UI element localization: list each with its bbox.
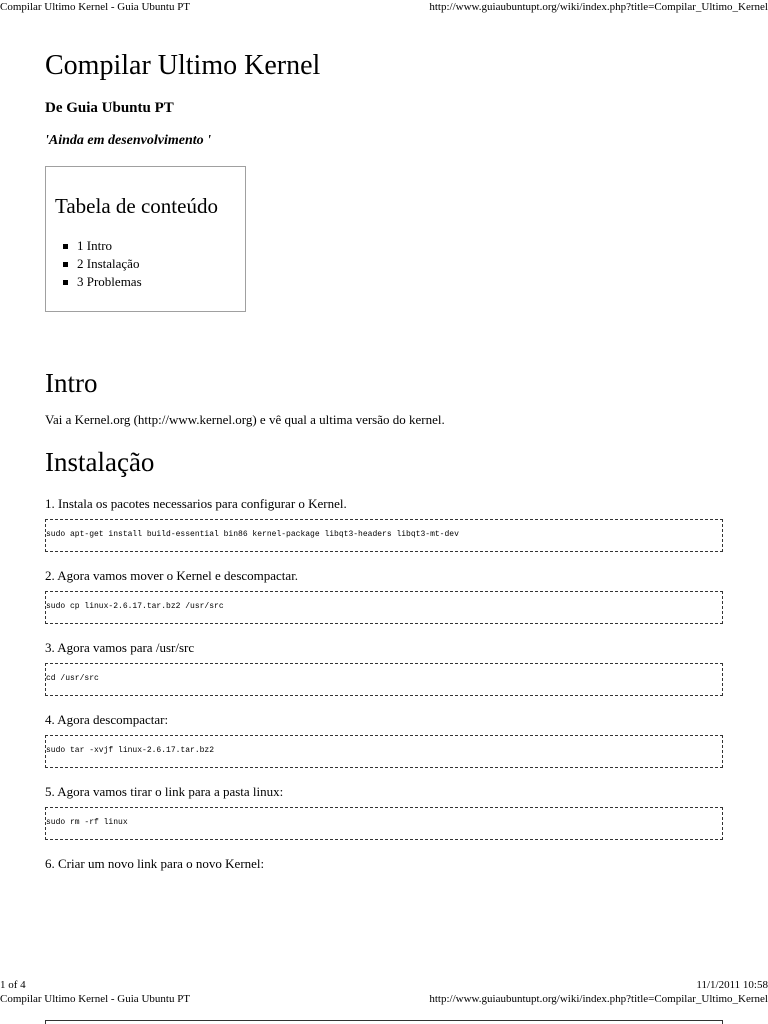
article-content [45, 46, 723, 873]
step-text: 4. Agora descompactar: [45, 712, 169, 727]
section-heading-intro: Intro [45, 368, 98, 398]
print-footer [0, 978, 768, 992]
step-text: 5. Agora vamos tirar o link para a pasta linux: [45, 784, 284, 799]
development-note: 'Ainda em desenvolvimento ' [45, 133, 212, 148]
step-text: 6. Criar um novo link para o novo Kernel: [45, 856, 265, 871]
code-block: sudo apt-get install build-essential bin86 kernel-package libqt3-headers libqt3-mt-dev [45, 519, 723, 552]
page-subtitle: De Guia Ubuntu PT [45, 100, 174, 116]
toc-item [77, 237, 245, 255]
toc-link-problemas[interactable]: 3 Problemas [77, 274, 142, 289]
next-page-print-header [0, 992, 768, 1006]
code-block: sudo tar -xvjf linux-2.6.17.tar.bz2 [45, 735, 723, 768]
code-block: sudo cp linux-2.6.17.tar.bz2 /usr/src [45, 591, 723, 624]
toc-item [77, 255, 245, 273]
print-header-url: http://www.guiaubuntupt.org/wiki/index.php?title=Compilar_Ultimo_Kernel [429, 993, 768, 1005]
table-of-contents [45, 166, 246, 312]
code-block: cd /usr/src [45, 663, 723, 696]
step-text: 3. Agora vamos para /usr/src [45, 640, 195, 655]
toc-list [55, 237, 245, 291]
print-header [0, 0, 768, 14]
intro-text: Vai a Kernel.org (http://www.kernel.org) e vê qual a ultima versão do kernel. [45, 412, 445, 427]
page-number: 1 of 4 [0, 979, 26, 991]
print-header-title: Compilar Ultimo Kernel - Guia Ubuntu PT [0, 993, 191, 1005]
toc-link-intro[interactable]: 1 Intro [77, 238, 113, 253]
code-block: sudo rm -rf linux [45, 807, 723, 840]
print-header-url: http://www.guiaubuntupt.org/wiki/index.php?title=Compilar_Ultimo_Kernel [429, 1, 768, 13]
next-page-code-block [45, 1020, 723, 1024]
step-text: 1. Instala os pacotes necessarios para configurar o Kernel. [45, 496, 347, 511]
print-header-title: Compilar Ultimo Kernel - Guia Ubuntu PT [0, 1, 191, 13]
page-title: Compilar Ultimo Kernel [45, 50, 321, 81]
toc-item [77, 273, 245, 291]
section-heading-instalacao: Instalação [45, 447, 155, 477]
toc-link-instalacao[interactable]: 2 Instalação [77, 256, 140, 271]
print-datetime: 11/1/2011 10:58 [696, 979, 768, 991]
toc-title: Tabela de conteúdo [55, 194, 218, 218]
step-text: 2. Agora vamos mover o Kernel e descompactar. [45, 568, 299, 583]
